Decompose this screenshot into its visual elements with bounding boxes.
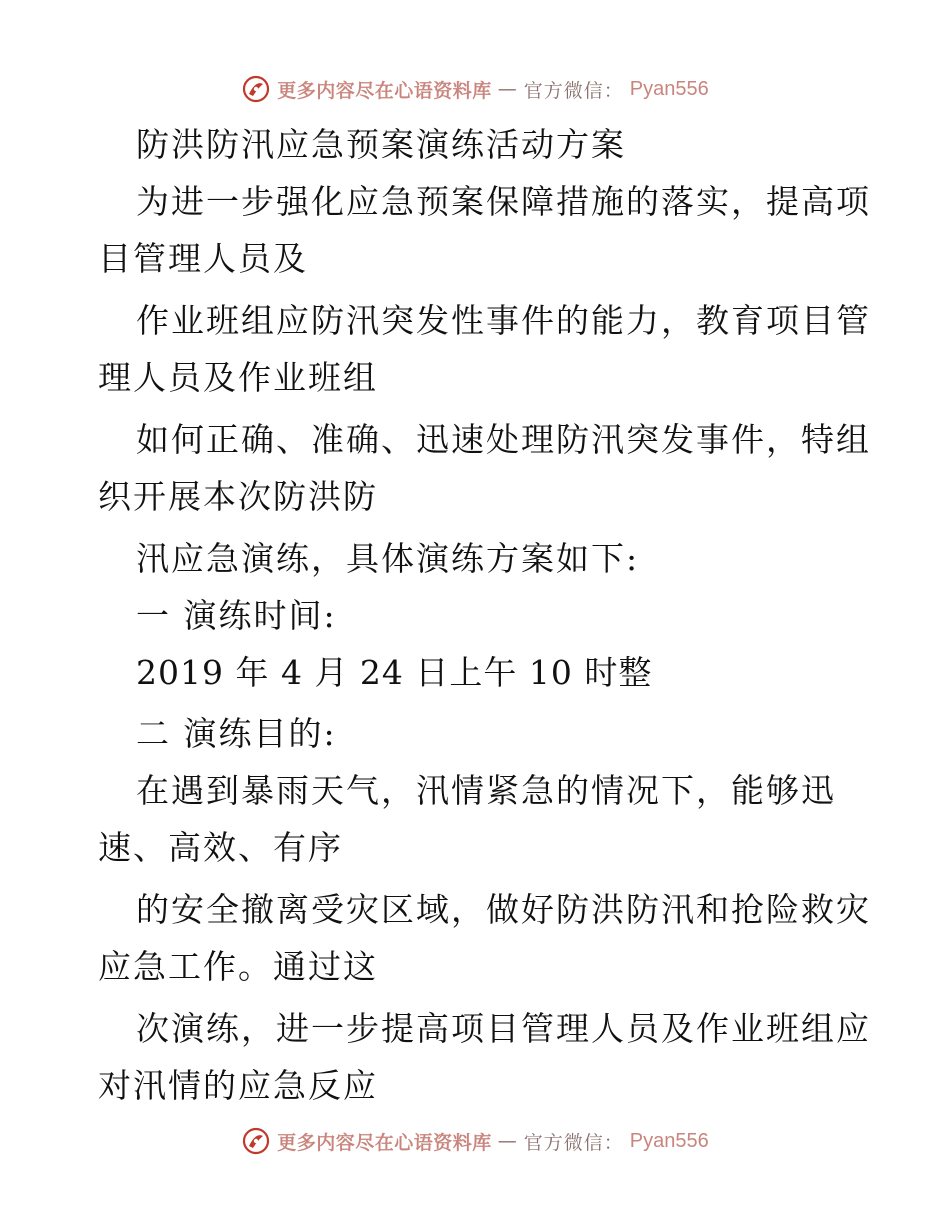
paragraph-line: 目管理人员及 xyxy=(98,239,308,278)
drill-date: 2019 年 4 月 24 日上午 10 时整 xyxy=(136,653,653,692)
watermark-brand-text: 更多内容尽在心语资料库 xyxy=(277,79,492,102)
paragraph-line: 速、高效、有序 xyxy=(98,828,343,867)
brand-logo-icon xyxy=(241,74,271,104)
watermark-brand-text: 更多内容尽在心语资料库 xyxy=(277,1131,492,1154)
paragraph-line: 次演练，进一步提高项目管理人员及作业班组应 xyxy=(136,1009,871,1048)
paragraph-line: 作业班组应防汛突发性事件的能力，教育项目管 xyxy=(136,301,871,340)
paragraph-line: 的安全撤离受灾区域，做好防洪防汛和抢险救灾 xyxy=(136,890,871,929)
watermark-label: 官方微信： xyxy=(523,79,624,102)
watermark-label: 官方微信： xyxy=(523,1131,624,1154)
paragraph-line: 在遇到暴雨天气，汛情紧急的情况下，能够迅 xyxy=(136,771,836,810)
paragraph-line: 对汛情的应急反应 xyxy=(98,1066,378,1105)
document-title: 防洪防汛应急预案演练活动方案 xyxy=(136,125,626,164)
watermark-wechat-id: Pyan556 xyxy=(629,77,709,100)
watermark-wechat-id: Pyan556 xyxy=(629,1129,709,1152)
brand-logo-icon xyxy=(241,1126,271,1156)
watermark-separator: — xyxy=(497,78,518,100)
section-heading: 二 演练目的: xyxy=(136,714,337,753)
watermark-separator: — xyxy=(497,1130,518,1152)
paragraph-line: 为进一步强化应急预案保障措施的落实，提高项 xyxy=(136,182,871,221)
paragraph-line: 汛应急演练，具体演练方案如下: xyxy=(136,539,640,578)
paragraph-line: 如何正确、准确、迅速处理防汛突发事件，特组 xyxy=(136,420,871,459)
section-heading: 一 演练时间: xyxy=(136,596,337,635)
paragraph-line: 应急工作。通过这 xyxy=(98,947,378,986)
watermark-footer xyxy=(0,1124,950,1158)
watermark-header xyxy=(0,72,950,106)
paragraph-line: 理人员及作业班组 xyxy=(98,358,378,397)
paragraph-line: 织开展本次防洪防 xyxy=(98,477,378,516)
